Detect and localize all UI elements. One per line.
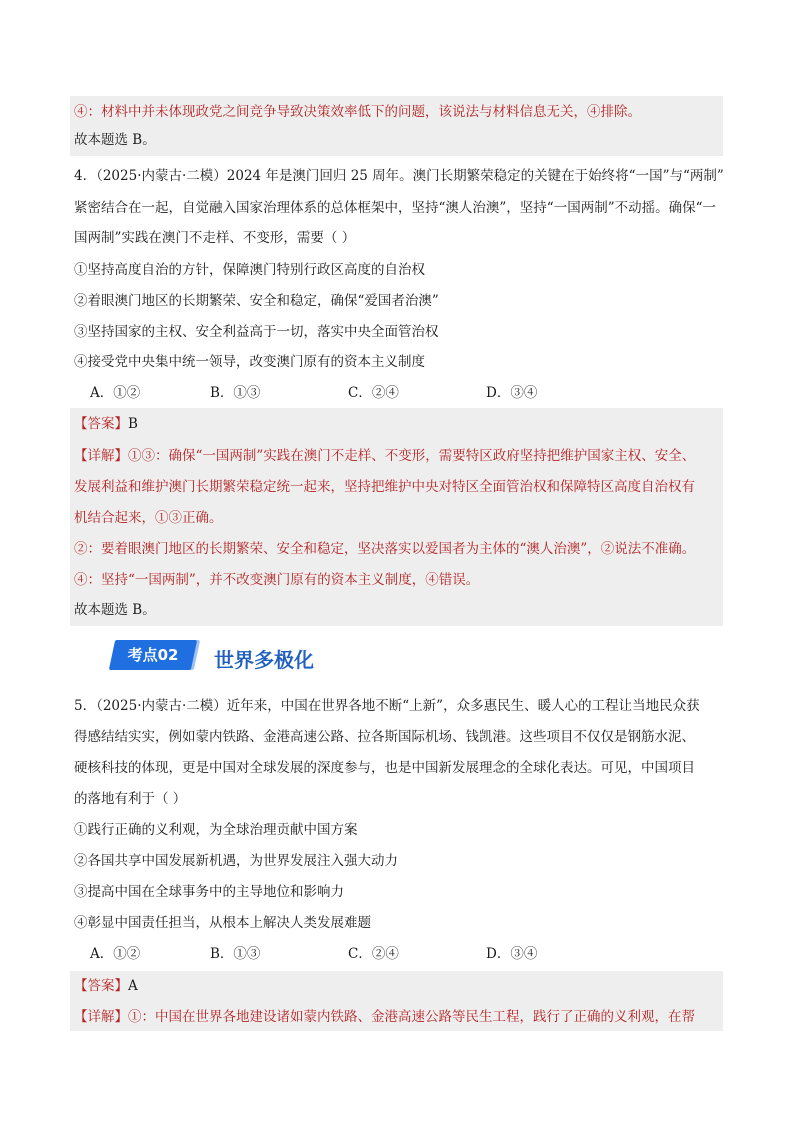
q4-conclusion: 故本题选 B。 <box>74 602 156 618</box>
answer-label: 【答案】 <box>74 416 128 432</box>
answer-label: 【答案】 <box>74 978 128 994</box>
q5-option-c: C．②④ <box>348 946 399 962</box>
answer-value: B <box>128 416 138 432</box>
q4-detail-line: 机结合起来，①③正确。 <box>74 510 223 526</box>
q4-option-a: A．①② <box>90 385 141 401</box>
q4-item: ①坚持高度自治的方针，保障澳门特别行政区高度的自治权 <box>74 262 425 278</box>
detail-label: 【详解】 <box>74 1009 128 1025</box>
q5-item: ②各国共享中国发展新机遇，为世界发展注入强大动力 <box>74 853 398 869</box>
analysis-line: ④：材料中并未体现政党之间竞争导致决策效率低下的问题，该说法与材料信息无关，④排除。 <box>74 104 641 120</box>
q4-stem-line: 紧密结合在一起，自觉融入国家治理体系的总体框架中，坚持“澳人治澳”，坚持“一国两制”不动摇。确保“一 <box>74 200 717 216</box>
q5-option-d: D．③④ <box>486 946 538 962</box>
q4-stem-line: 4．（2025·内蒙古·二模）2024 年是澳门回归 25 周年。澳门长期繁荣稳定的关键在于始终将“一国”与“两制” <box>74 168 724 184</box>
q4-answer <box>74 414 138 434</box>
q4-item: ④接受党中央集中统一领导，改变澳门原有的资本主义制度 <box>74 354 425 370</box>
section-title: 世界多极化 <box>214 648 314 672</box>
q4-detail-line: 发展利益和维护澳门长期繁荣稳定统一起来，坚持把维护中央对特区全面管治权和保障特区高度自治权有 <box>74 479 695 495</box>
detail-label: 【详解】 <box>74 448 128 464</box>
q4-option-c: C．②④ <box>348 385 399 401</box>
q5-answer <box>74 976 138 996</box>
q4-option-d: D．③④ <box>486 385 538 401</box>
q5-stem-line: 得感结结实实，例如蒙内铁路、金港高速公路、拉各斯国际机场、钱凯港。这些项目不仅仅是钢筋水泥、 <box>74 729 695 745</box>
q4-detail-line: ④：坚持“一国两制”，并不改变澳门原有的资本主义制度，④错误。 <box>74 572 480 588</box>
detail-text: ①③：确保“一国两制”实践在澳门不走样、不变形，需要特区政府坚持把维护国家主权、安全、 <box>128 448 696 464</box>
q4-stem-line: 国两制”实践在澳门不走样、不变形，需要（ ） <box>74 230 356 246</box>
section-tag <box>112 640 194 670</box>
q5-item: ①践行正确的义利观，为全球治理贡献中国方案 <box>74 822 358 838</box>
q5-option-a: A．①② <box>90 946 141 962</box>
detail-text: ①：中国在世界各地建设诸如蒙内铁路、金港高速公路等民生工程，践行了正确的义利观，在帮 <box>128 1009 695 1025</box>
q4-option-b: B．①③ <box>210 385 261 401</box>
q5-stem-line: 5．（2025·内蒙古·二模）近年来，中国在世界各地不断“上新”，众多惠民生、暖人心的工程让当地民众获 <box>74 698 700 714</box>
q5-stem-line: 硬核科技的体现，更是中国对全球发展的深度参与，也是中国新发展理念的全球化表达。可见，中国项目 <box>74 760 695 776</box>
q4-detail-line: ②：要着眼澳门地区的长期繁荣、安全和稳定，坚决落实以爱国者为主体的“澳人治澳”，②说法不准确。 <box>74 541 696 557</box>
section-tag-label: 考点02 <box>127 646 179 664</box>
q4-detail <box>74 446 695 466</box>
q4-item: ②着眼澳门地区的长期繁荣、安全和稳定，确保“爱国者治澳” <box>74 293 439 309</box>
q4-item: ③坚持国家的主权、安全利益高于一切，落实中央全面管治权 <box>74 324 439 340</box>
q5-stem-line: 的落地有利于（ ） <box>74 791 187 807</box>
q5-item: ④彰显中国责任担当，从根本上解决人类发展难题 <box>74 915 371 931</box>
conclusion-line: 故本题选 B。 <box>74 132 156 148</box>
q5-detail <box>74 1007 695 1027</box>
answer-value: A <box>128 978 138 994</box>
q5-item: ③提高中国在全球事务中的主导地位和影响力 <box>74 884 344 900</box>
q5-option-b: B．①③ <box>210 946 261 962</box>
